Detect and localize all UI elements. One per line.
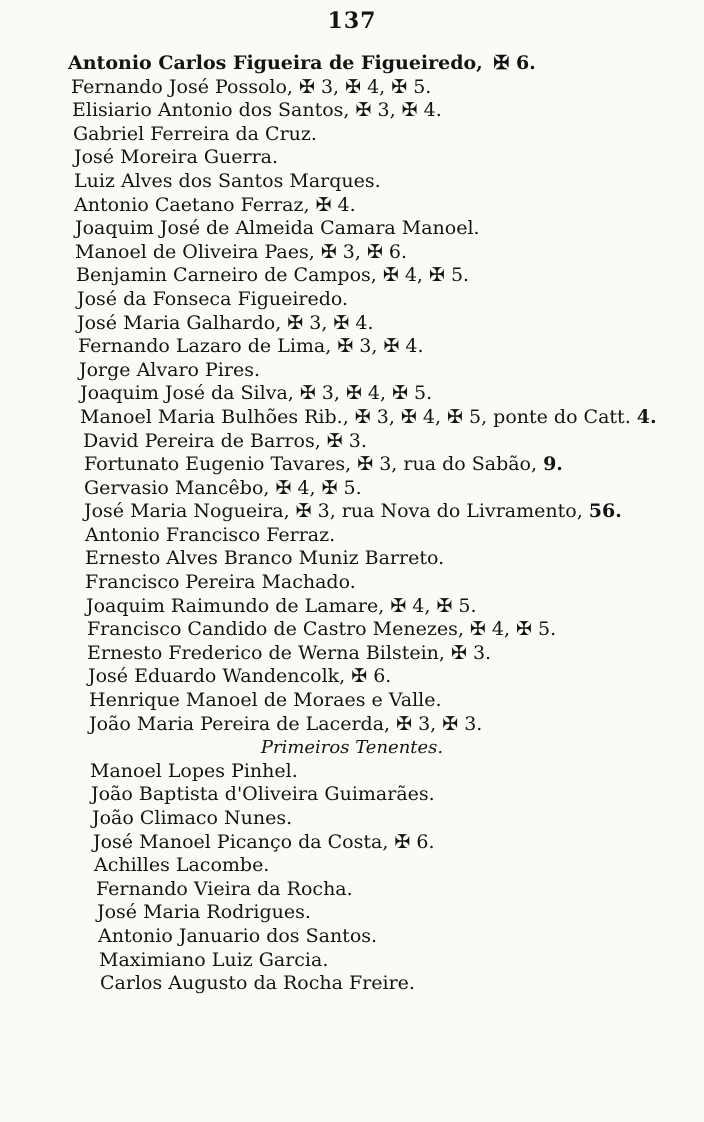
entry-text: Joaquim Raimundo de Lamare, ✠ 4, ✠ 5. [86, 594, 477, 617]
list-item [0, 760, 704, 784]
entry-text: Joaquim José da Silva, ✠ 3, ✠ 4, ✠ 5. [80, 382, 433, 405]
list-item [0, 170, 704, 194]
list-item [0, 949, 704, 973]
entry-text: Antonio Francisco Ferraz. [85, 523, 336, 546]
list-item [0, 146, 704, 170]
entry-text: Antonio Caetano Ferraz, ✠ 4. [74, 193, 356, 216]
entry-text: Fortunato Eugenio Tavares, ✠ 3, rua do Sabão, [84, 453, 544, 476]
list-item [0, 194, 704, 218]
list-item [0, 382, 704, 406]
entry-text: Gervasio Mancêbo, ✠ 4, ✠ 5. [84, 476, 362, 499]
entry-text: José da Fonseca Figueiredo. [77, 287, 349, 310]
list-item [0, 524, 704, 548]
entry-text: Antonio Januario dos Santos. [98, 924, 378, 947]
list-item [0, 500, 704, 524]
entry-text: Ernesto Alves Branco Muniz Barreto. [85, 547, 445, 570]
entry-text: José Maria Nogueira, ✠ 3, rua Nova do Livramento, [84, 500, 589, 523]
entry-text: José Maria Galhardo, ✠ 3, ✠ 4. [77, 311, 374, 334]
list-item [0, 901, 704, 925]
entry-text: Manoel Lopes Pinhel. [90, 759, 298, 782]
entry-text: Achilles Lacombe. [94, 854, 270, 877]
entry-text: Fernando Lazaro de Lima, ✠ 3, ✠ 4. [78, 335, 424, 358]
page-number: 137 [327, 8, 377, 34]
list-item [0, 783, 704, 807]
entry-text: Ernesto Frederico de Werna Bilstein, ✠ 3. [87, 641, 492, 664]
entry-text: David Pereira de Barros, ✠ 3. [83, 429, 367, 452]
list-item [0, 359, 704, 383]
entry-text: João Maria Pereira de Lacerda, ✠ 3, ✠ 3. [89, 712, 483, 735]
entry-text: José Manoel Picanço da Costa, ✠ 6. [93, 830, 435, 853]
entry-text: Maximiano Luiz Garcia. [99, 948, 329, 971]
entry-text: Elisiario Antonio dos Santos, ✠ 3, ✠ 4. [72, 99, 442, 122]
entry-text: Benjamin Carneiro de Campos, ✠ 4, ✠ 5. [76, 264, 470, 287]
section-heading [0, 736, 704, 760]
list-item [0, 241, 704, 265]
list-item [0, 123, 704, 147]
list-item [0, 854, 704, 878]
list-item [0, 831, 704, 855]
entry-text: João Baptista d'Oliveira Guimarães. [91, 783, 435, 806]
list-item [0, 689, 704, 713]
address-number: 4. [636, 405, 657, 428]
list-item [0, 807, 704, 831]
entry-text: Francisco Pereira Machado. [85, 571, 356, 594]
entry-text: Francisco Candido de Castro Menezes, ✠ 4, ✠ 5. [87, 618, 557, 641]
entry-text: Antonio Carlos Figueira de Figueiredo, [68, 52, 490, 74]
order-decoration: ✠ 6. [493, 52, 536, 74]
list-item [0, 52, 704, 76]
entry-list [0, 52, 704, 996]
list-item [0, 430, 704, 454]
entry-text: Henrique Manoel de Moraes e Valle. [89, 689, 442, 712]
entry-text: Luiz Alves dos Santos Marques. [74, 169, 381, 192]
entry-text: Carlos Augusto da Rocha Freire. [100, 972, 415, 995]
list-item [0, 217, 704, 241]
list-item [0, 264, 704, 288]
entry-text: Joaquim José de Almeida Camara Manoel. [75, 217, 480, 240]
list-item [0, 312, 704, 336]
list-item [0, 713, 704, 737]
address-number: 9. [543, 453, 563, 476]
entry-text: Fernando José Possolo, ✠ 3, ✠ 4, ✠ 5. [71, 75, 432, 98]
list-item [0, 547, 704, 571]
list-item [0, 642, 704, 666]
list-item [0, 618, 704, 642]
list-item [0, 972, 704, 996]
list-item [0, 477, 704, 501]
list-item [0, 288, 704, 312]
section-heading-text: Primeiros Tenentes. [260, 737, 444, 759]
list-item [0, 406, 704, 430]
list-item [0, 665, 704, 689]
entry-text: Fernando Vieira da Rocha. [96, 877, 353, 900]
entry-text: Jorge Alvaro Pires. [79, 358, 260, 381]
entry-text: José Maria Rodrigues. [97, 901, 311, 924]
address-number: 56. [588, 500, 622, 523]
entry-text: João Climaco Nunes. [92, 807, 293, 829]
entry-text: José Moreira Guerra. [74, 146, 279, 169]
entry-text: Gabriel Ferreira da Cruz. [73, 122, 317, 145]
entry-text: José Eduardo Wandencolk, ✠ 6. [88, 665, 392, 688]
list-item [0, 335, 704, 359]
list-item [0, 76, 704, 100]
list-item [0, 571, 704, 595]
list-item [0, 878, 704, 902]
entry-text: Manoel Maria Bulhões Rib., ✠ 3, ✠ 4, ✠ 5, ponte do Catt. [80, 405, 637, 428]
entry-text: Manoel de Oliveira Paes, ✠ 3, ✠ 6. [75, 240, 408, 263]
list-item [0, 453, 704, 477]
list-item [0, 925, 704, 949]
list-item [0, 99, 704, 123]
list-item [0, 595, 704, 619]
